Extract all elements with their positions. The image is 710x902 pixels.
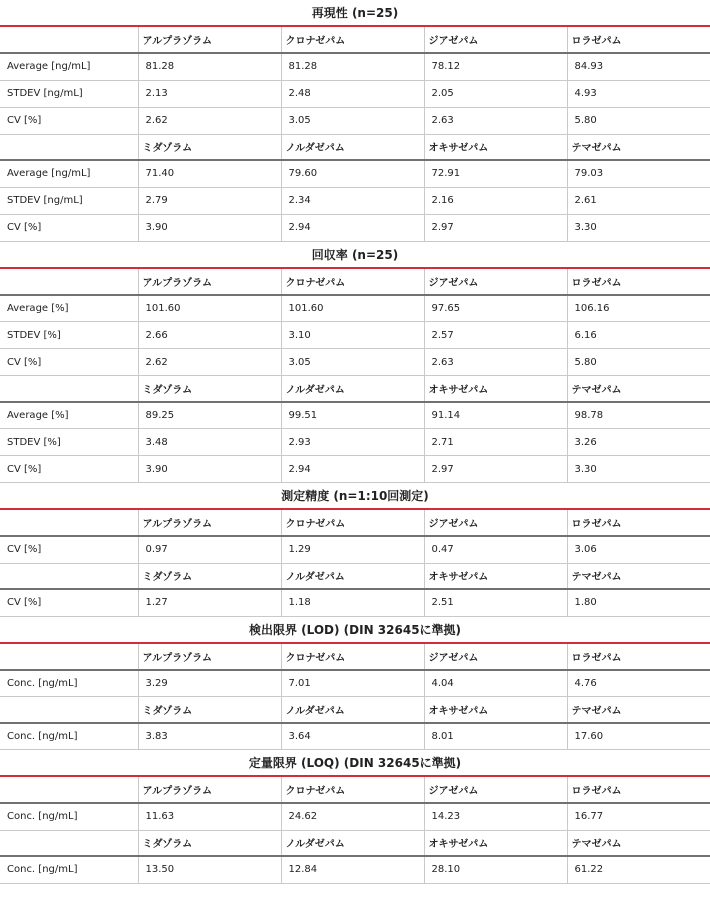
compound-header: ノルダゼパム [281, 830, 424, 856]
row-label: STDEV [ng/mL] [0, 80, 138, 107]
compound-header: ミダゾラム [138, 563, 281, 589]
value-cell: 14.23 [424, 803, 567, 830]
value-cell: 11.63 [138, 803, 281, 830]
value-cell: 71.40 [138, 160, 281, 187]
empty-header-cell [0, 697, 138, 723]
table-row [0, 670, 710, 697]
value-cell: 3.90 [138, 214, 281, 241]
compound-header-row [0, 563, 710, 589]
table-row [0, 295, 710, 322]
value-cell: 3.83 [138, 723, 281, 750]
empty-header-cell [0, 510, 138, 536]
compound-header-row [0, 376, 710, 402]
value-cell: 17.60 [567, 723, 710, 750]
value-cell: 2.16 [424, 187, 567, 214]
section-title: 再現性 (n=25) [0, 0, 710, 27]
row-label: Conc. [ng/mL] [0, 723, 138, 750]
row-label: CV [%] [0, 349, 138, 376]
value-cell: 2.63 [424, 349, 567, 376]
value-cell: 3.10 [281, 322, 424, 349]
section-title: 測定精度 (n=1:10回測定) [0, 483, 710, 510]
table-row [0, 53, 710, 80]
value-cell: 1.18 [281, 589, 424, 616]
compound-header: クロナゼパム [281, 510, 424, 536]
section-title: 回収率 (n=25) [0, 242, 710, 269]
row-label: CV [%] [0, 214, 138, 241]
results-table [0, 27, 710, 242]
table-row [0, 402, 710, 429]
table-row [0, 349, 710, 376]
empty-header-cell [0, 27, 138, 53]
compound-header: ジアゼパム [424, 269, 567, 295]
table-row [0, 160, 710, 187]
value-cell: 2.57 [424, 322, 567, 349]
compound-header: テマゼパム [567, 697, 710, 723]
value-cell: 81.28 [138, 53, 281, 80]
compound-header: アルプラゾラム [138, 269, 281, 295]
table-row [0, 589, 710, 616]
value-cell: 2.97 [424, 456, 567, 483]
value-cell: 2.34 [281, 187, 424, 214]
table-row [0, 214, 710, 241]
value-cell: 2.71 [424, 429, 567, 456]
compound-header: テマゼパム [567, 563, 710, 589]
value-cell: 3.48 [138, 429, 281, 456]
compound-header: ロラゼパム [567, 777, 710, 803]
compound-header-row [0, 644, 710, 670]
value-cell: 79.60 [281, 160, 424, 187]
row-label: CV [%] [0, 536, 138, 563]
value-cell: 2.13 [138, 80, 281, 107]
row-label: Average [%] [0, 402, 138, 429]
table-row [0, 322, 710, 349]
value-cell: 28.10 [424, 856, 567, 883]
value-cell: 84.93 [567, 53, 710, 80]
compound-header: ミダゾラム [138, 376, 281, 402]
compound-header: ミダゾラム [138, 830, 281, 856]
value-cell: 2.61 [567, 187, 710, 214]
table-row [0, 80, 710, 107]
value-cell: 81.28 [281, 53, 424, 80]
value-cell: 5.80 [567, 349, 710, 376]
value-cell: 6.16 [567, 322, 710, 349]
value-cell: 4.04 [424, 670, 567, 697]
value-cell: 2.94 [281, 214, 424, 241]
row-label: Average [ng/mL] [0, 160, 138, 187]
compound-header: クロナゼパム [281, 27, 424, 53]
value-cell: 89.25 [138, 402, 281, 429]
value-cell: 2.66 [138, 322, 281, 349]
compound-header: クロナゼパム [281, 777, 424, 803]
compound-header-row [0, 134, 710, 160]
empty-header-cell [0, 269, 138, 295]
value-cell: 3.30 [567, 456, 710, 483]
value-cell: 3.30 [567, 214, 710, 241]
compound-header: ジアゼパム [424, 510, 567, 536]
value-cell: 7.01 [281, 670, 424, 697]
compound-header: テマゼパム [567, 376, 710, 402]
compound-header: ミダゾラム [138, 697, 281, 723]
value-cell: 3.64 [281, 723, 424, 750]
row-label: Conc. [ng/mL] [0, 670, 138, 697]
compound-header: テマゼパム [567, 830, 710, 856]
value-cell: 91.14 [424, 402, 567, 429]
row-label: STDEV [ng/mL] [0, 187, 138, 214]
value-cell: 24.62 [281, 803, 424, 830]
value-cell: 12.84 [281, 856, 424, 883]
row-label: CV [%] [0, 107, 138, 134]
compound-header: ロラゼパム [567, 644, 710, 670]
table-row [0, 536, 710, 563]
value-cell: 2.51 [424, 589, 567, 616]
compound-header: ミダゾラム [138, 134, 281, 160]
compound-header: ジアゼパム [424, 27, 567, 53]
value-cell: 2.79 [138, 187, 281, 214]
value-cell: 16.77 [567, 803, 710, 830]
compound-header-row [0, 697, 710, 723]
compound-header: テマゼパム [567, 134, 710, 160]
compound-header: ロラゼパム [567, 269, 710, 295]
compound-header: クロナゼパム [281, 644, 424, 670]
empty-header-cell [0, 830, 138, 856]
compound-header-row [0, 27, 710, 53]
compound-header: ロラゼパム [567, 27, 710, 53]
empty-header-cell [0, 777, 138, 803]
compound-header: ノルダゼパム [281, 563, 424, 589]
value-cell: 13.50 [138, 856, 281, 883]
value-cell: 0.97 [138, 536, 281, 563]
value-cell: 97.65 [424, 295, 567, 322]
table-row [0, 429, 710, 456]
compound-header: ノルダゼパム [281, 134, 424, 160]
value-cell: 2.62 [138, 349, 281, 376]
table-row [0, 456, 710, 483]
compound-header-row [0, 830, 710, 856]
compound-header: ジアゼパム [424, 777, 567, 803]
compound-header: ノルダゼパム [281, 376, 424, 402]
value-cell: 4.76 [567, 670, 710, 697]
value-cell: 99.51 [281, 402, 424, 429]
value-cell: 98.78 [567, 402, 710, 429]
compound-header: アルプラゾラム [138, 644, 281, 670]
compound-header: オキサゼパム [424, 376, 567, 402]
value-cell: 1.29 [281, 536, 424, 563]
results-table [0, 777, 710, 884]
value-cell: 3.06 [567, 536, 710, 563]
compound-header: ジアゼパム [424, 644, 567, 670]
value-cell: 2.62 [138, 107, 281, 134]
compound-header-row [0, 269, 710, 295]
value-cell: 101.60 [281, 295, 424, 322]
value-cell: 3.05 [281, 349, 424, 376]
row-label: STDEV [%] [0, 322, 138, 349]
empty-header-cell [0, 644, 138, 670]
row-label: Average [ng/mL] [0, 53, 138, 80]
compound-header: オキサゼパム [424, 697, 567, 723]
results-table [0, 510, 710, 617]
compound-header: ノルダゼパム [281, 697, 424, 723]
compound-header: アルプラゾラム [138, 777, 281, 803]
row-label: CV [%] [0, 589, 138, 616]
value-cell: 8.01 [424, 723, 567, 750]
value-cell: 3.05 [281, 107, 424, 134]
row-label: STDEV [%] [0, 429, 138, 456]
table-row [0, 803, 710, 830]
value-cell: 101.60 [138, 295, 281, 322]
value-cell: 2.63 [424, 107, 567, 134]
value-cell: 2.97 [424, 214, 567, 241]
value-cell: 61.22 [567, 856, 710, 883]
empty-header-cell [0, 563, 138, 589]
value-cell: 2.94 [281, 456, 424, 483]
value-cell: 1.80 [567, 589, 710, 616]
row-label: Conc. [ng/mL] [0, 856, 138, 883]
section-title: 定量限界 (LOQ) (DIN 32645に準拠) [0, 750, 710, 777]
value-cell: 0.47 [424, 536, 567, 563]
empty-header-cell [0, 376, 138, 402]
results-table [0, 644, 710, 751]
value-cell: 1.27 [138, 589, 281, 616]
value-cell: 2.48 [281, 80, 424, 107]
row-label: Average [%] [0, 295, 138, 322]
value-cell: 3.90 [138, 456, 281, 483]
table-row [0, 723, 710, 750]
value-cell: 3.26 [567, 429, 710, 456]
value-cell: 2.05 [424, 80, 567, 107]
compound-header: オキサゼパム [424, 134, 567, 160]
value-cell: 5.80 [567, 107, 710, 134]
table-row [0, 187, 710, 214]
value-cell: 78.12 [424, 53, 567, 80]
compound-header-row [0, 510, 710, 536]
value-cell: 2.93 [281, 429, 424, 456]
value-cell: 79.03 [567, 160, 710, 187]
section-title: 検出限界 (LOD) (DIN 32645に準拠) [0, 617, 710, 644]
compound-header: クロナゼパム [281, 269, 424, 295]
value-cell: 106.16 [567, 295, 710, 322]
table-row [0, 856, 710, 883]
compound-header: アルプラゾラム [138, 510, 281, 536]
value-cell: 4.93 [567, 80, 710, 107]
empty-header-cell [0, 134, 138, 160]
results-table [0, 269, 710, 484]
value-cell: 3.29 [138, 670, 281, 697]
compound-header: オキサゼパム [424, 830, 567, 856]
compound-header: アルプラゾラム [138, 27, 281, 53]
compound-header-row [0, 777, 710, 803]
row-label: Conc. [ng/mL] [0, 803, 138, 830]
value-cell: 72.91 [424, 160, 567, 187]
table-row [0, 107, 710, 134]
compound-header: ロラゼパム [567, 510, 710, 536]
compound-header: オキサゼパム [424, 563, 567, 589]
row-label: CV [%] [0, 456, 138, 483]
